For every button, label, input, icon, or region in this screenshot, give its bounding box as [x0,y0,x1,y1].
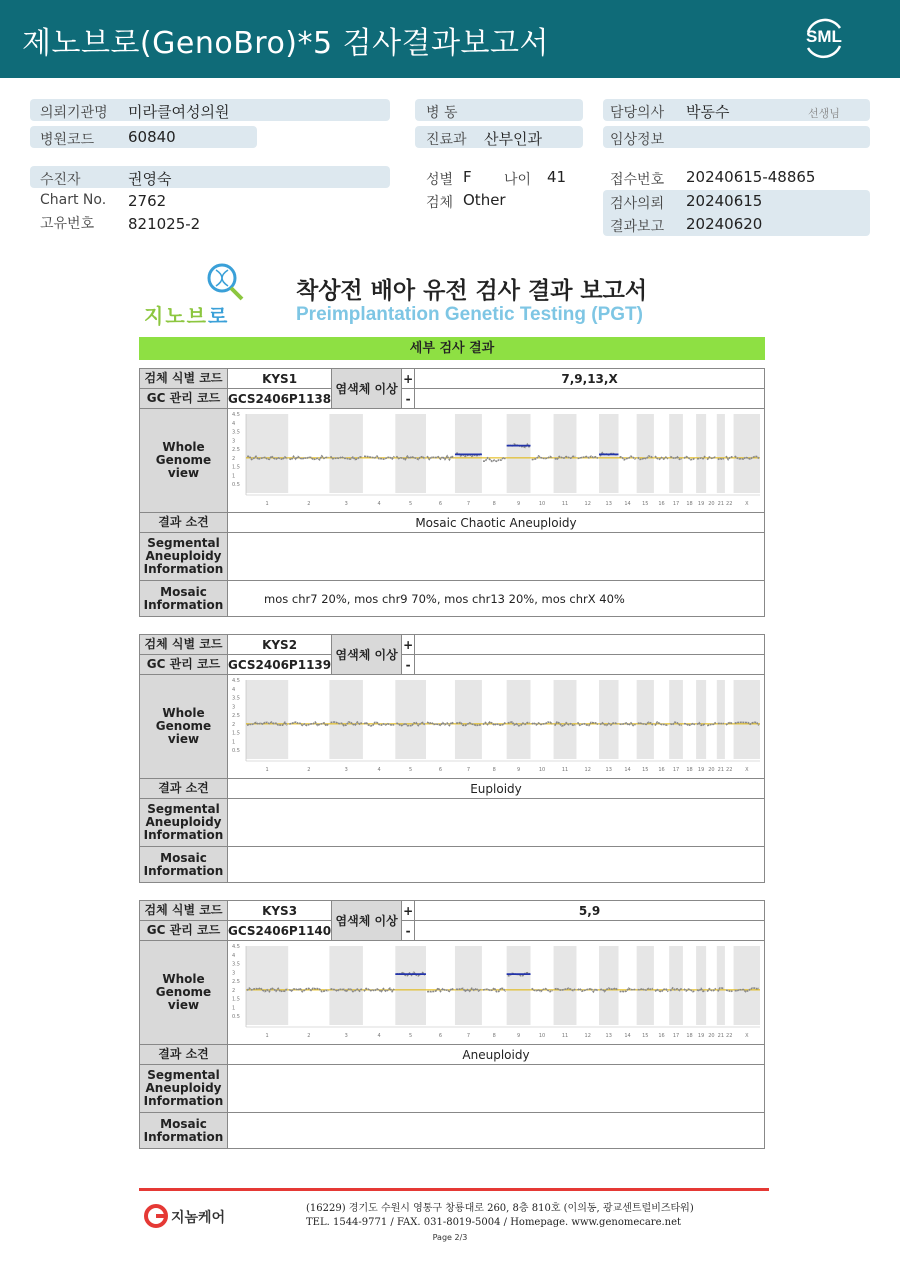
plus-sign: + [402,901,415,921]
gc-code-value: GCS2406P1140 [228,921,332,941]
x-tick-label: 16 [658,767,665,773]
x-tick-label: 7 [466,1033,471,1039]
y-tick-label: 1 [232,739,236,746]
seg-line-2: Aneuploidy [145,815,222,829]
x-tick-label: 5 [409,767,413,773]
y-tick-label: 4 [232,686,236,693]
seg-line-1: Segmental [147,802,220,816]
x-tick-label: 18 [686,501,693,507]
page-number: Page 2/3 [432,1233,468,1242]
chromosome-band [734,946,760,1025]
mos-line-1: Mosaic [160,850,207,865]
segmental-label [140,799,228,847]
segmental-label [140,1065,228,1113]
chromosome-band [455,680,482,759]
chromosome-band [637,414,654,493]
x-tick-label: 16 [658,1033,665,1039]
x-tick-label: 15 [642,501,649,507]
sample-id-label: 검체 식별 코드 [140,901,228,921]
y-tick-label: 4.5 [232,678,240,684]
x-tick-label: 1 [265,1033,269,1039]
x-tick-label: 20 [708,767,715,773]
x-tick-label: 15 [642,1033,649,1039]
x-tick-label: 17 [672,1033,680,1039]
y-tick-label: 4 [232,952,236,959]
whole-genome-chart-cell [228,675,765,779]
x-tick-label: 14 [624,501,631,507]
x-tick-label: 3 [344,767,348,773]
chromosome-band [696,414,706,493]
mosaic-value: mos chr7 20%, mos chr9 70%, mos chr13 20%, mos chrX 40% [228,581,765,617]
mosaic-value [228,847,765,883]
x-tick-label: 1 [265,501,269,507]
y-tick-label: 0.5 [232,1014,240,1021]
sample-id-value: KYS3 [228,901,332,921]
x-tick-label: 10 [538,501,546,507]
whole-genome-view-label [140,409,228,513]
chromosome-band [507,946,531,1025]
hospital-code-value: 60840 [128,128,176,146]
wgv-line-1: Whole [162,706,205,720]
chromosome-band [246,946,288,1025]
y-tick-label: 2 [232,721,236,728]
sample-id-value: KYS2 [228,635,332,655]
chromosome-band [599,946,618,1025]
chromosome-abnormal-label: 염색체 이상 [332,369,402,409]
plus-sign: + [402,635,415,655]
whole-genome-chart [228,409,764,509]
chromosome-band [246,680,288,759]
y-tick-label: 0.5 [232,748,240,755]
age-label: 나이 [504,172,532,188]
y-tick-label: 2.5 [232,713,240,720]
x-tick-label: 17 [672,767,680,773]
ward-label: 병 동 [426,105,458,121]
y-tick-label: 1.5 [232,730,240,737]
y-tick-label: 2.5 [232,447,240,454]
genobro-logo [140,262,270,326]
minus-value [415,389,765,409]
x-tick-label: 2 [307,767,311,773]
test-request-value: 20240615 [686,192,763,210]
chromosome-band [395,680,426,759]
chromosome-band [696,946,706,1025]
x-tick-label: 20 [708,1033,715,1039]
whole-genome-view-label [140,941,228,1045]
mosaic-value [228,1113,765,1149]
wgv-line-3: view [167,998,200,1012]
requesting-institution-value: 미라클여성의원 [128,103,230,121]
chromosome-band [599,680,618,759]
segmental-value [228,1065,765,1113]
y-tick-label: 2.5 [232,979,240,986]
x-tick-label: 20 [708,501,715,507]
unique-id-value: 821025-2 [128,215,201,233]
x-tick-label: 3 [344,1033,348,1039]
x-tick-label: 22 [726,1033,733,1039]
finding-label: 결과 소견 [140,779,228,799]
copy-number-points [483,458,506,462]
chromosome-abnormal-label: 염색체 이상 [332,901,402,941]
doctor-label: 담당의사 [610,105,665,121]
seg-line-3: Information [143,828,224,842]
report-title-ko: 착상전 배아 유전 검사 결과 보고서 [296,278,648,304]
x-tick-label: 11 [561,1033,569,1039]
x-tick-label: 4 [377,1033,381,1039]
specimen-label: 검체 [426,195,454,211]
chromosome-band [717,414,725,493]
wgv-line-2: Genome [155,719,212,733]
sml-logo [800,14,848,62]
finding-value: Euploidy [228,779,765,799]
plus-value [415,635,765,655]
x-tick-label: 21 [717,1033,725,1039]
y-tick-label: 4.5 [232,944,240,950]
y-tick-label: 1.5 [232,464,240,471]
sample-table-3 [139,900,765,1149]
genomecare-logo-text: 지놈케어 [171,1210,226,1226]
x-tick-label: 17 [672,501,680,507]
header-bar [0,0,900,78]
logo-text-ro: 로 [207,304,230,328]
x-tick-label: 11 [561,767,569,773]
mos-line-1: Mosaic [160,1116,207,1131]
seg-line-1: Segmental [147,1068,220,1082]
chromosome-band [554,414,577,493]
test-request-label: 검사의뢰 [610,196,665,212]
x-tick-label: 9 [516,1033,521,1039]
segmental-value [228,799,765,847]
minus-value [415,655,765,675]
unique-id-label: 고유번호 [40,216,95,232]
finding-label: 결과 소견 [140,513,228,533]
finding-label: 결과 소견 [140,1045,228,1065]
chromosome-band [696,680,706,759]
y-tick-label: 3 [232,970,236,977]
whole-genome-chart [228,675,764,775]
minus-sign: - [402,921,415,941]
x-tick-label: 19 [697,1033,705,1039]
x-tick-label: 11 [561,501,569,507]
x-tick-label: 4 [377,501,381,507]
chromosome-band [637,680,654,759]
sample-id-label: 검체 식별 코드 [140,369,228,389]
segmental-label [140,533,228,581]
chromosome-band [734,680,760,759]
y-tick-label: 3.5 [232,429,240,436]
mos-line-1: Mosaic [160,584,207,599]
mos-line-2: Information [143,1129,224,1144]
chromosome-band [329,946,363,1025]
x-tick-label: 18 [686,1033,693,1039]
chromosome-band [554,680,577,759]
specimen-value: Other [463,191,506,209]
x-tick-label: 6 [438,1033,443,1039]
y-tick-label: 4 [232,420,236,427]
x-tick-label: 8 [492,1033,496,1039]
wgv-line-1: Whole [162,440,205,454]
x-tick-label: 9 [516,767,521,773]
department-label: 진료과 [426,132,467,148]
wgv-line-3: view [167,732,200,746]
genomecare-logo [143,1203,243,1231]
gc-code-label: GC 관리 코드 [140,921,228,941]
whole-genome-chart-cell [228,409,765,513]
whole-genome-chart [228,941,764,1041]
minus-sign: - [402,655,415,675]
mosaic-label [140,581,228,617]
x-tick-label: 18 [686,767,693,773]
genomecare-g-icon [143,1203,169,1229]
gc-code-label: GC 관리 코드 [140,389,228,409]
x-tick-label: 13 [605,1033,612,1039]
chromosome-band [669,680,683,759]
chromosome-band [669,414,683,493]
x-tick-label: 3 [344,501,348,507]
y-tick-label: 4.5 [232,412,240,418]
footer-address: (16229) 경기도 수원시 영통구 창룡대로 260, 8층 810호 (이의동, 광교센트럴비즈타워) [306,1203,694,1214]
footer-contact: TEL. 1544-9771 / FAX. 031-8019-5004 / Homepage. www.genomecare.net [306,1217,682,1228]
x-tick-label: X [745,1033,749,1039]
x-tick-label: 4 [377,767,381,773]
y-tick-label: 3.5 [232,961,240,968]
chromosome-band [717,680,725,759]
wgv-line-2: Genome [155,985,212,999]
x-tick-label: 13 [605,501,612,507]
x-tick-label: 7 [466,501,471,507]
plus-sign: + [402,369,415,389]
mos-line-2: Information [143,863,224,878]
segmental-value [228,533,765,581]
sample-table-2 [139,634,765,883]
doctor-value: 박동수 [686,103,730,121]
sml-logo-text: SML [806,27,842,46]
x-tick-label: 14 [624,1033,631,1039]
x-tick-label: 22 [726,767,733,773]
patient-value: 권영숙 [128,170,172,188]
page-title: 제노브로(GenoBro)*5 검사결과보고서 [22,26,549,61]
requesting-institution-label: 의뢰기관명 [40,105,108,121]
section-header: 세부 검사 결과 [139,337,765,360]
x-tick-label: 15 [642,767,649,773]
report-title-en: Preimplantation Genetic Testing (PGT) [296,304,643,325]
whole-genome-view-label [140,675,228,779]
x-tick-label: 16 [658,501,665,507]
x-tick-label: 21 [717,501,725,507]
dna-magnifier-icon [198,262,258,302]
chromosome-band [637,946,654,1025]
gc-code-value: GCS2406P1139 [228,655,332,675]
chromosome-band [246,414,288,493]
x-tick-label: 8 [492,501,496,507]
x-tick-label: 19 [697,501,705,507]
x-tick-label: 2 [307,1033,311,1039]
y-tick-label: 1.5 [232,996,240,1003]
sample-id-label: 검체 식별 코드 [140,635,228,655]
copy-number-points [620,456,636,460]
x-tick-label: 22 [726,501,733,507]
chromosome-band [507,680,531,759]
chromosome-abnormal-label: 염색체 이상 [332,635,402,675]
footer-address-block [306,1202,694,1230]
age-value: 41 [547,168,567,186]
seg-line-3: Information [143,562,224,576]
minus-sign: - [402,389,415,409]
y-tick-label: 3 [232,704,236,711]
footer-divider [139,1188,769,1191]
copy-number-points [718,458,724,459]
gc-code-label: GC 관리 코드 [140,655,228,675]
info-band [30,166,390,188]
sample-id-value: KYS1 [228,369,332,389]
x-tick-label: 12 [584,767,591,773]
wgv-line-3: view [167,466,200,480]
sex-value: F [463,168,472,186]
x-tick-label: 9 [516,501,521,507]
chromosome-band [734,414,760,493]
x-tick-label: 7 [466,767,471,773]
y-tick-label: 3 [232,438,236,445]
x-tick-label: 5 [409,501,413,507]
x-tick-label: 8 [492,767,496,773]
chromosome-band [669,946,683,1025]
mosaic-label [140,847,228,883]
x-tick-label: 14 [624,767,631,773]
chart-no-value: 2762 [128,192,167,210]
receipt-label: 접수번호 [610,172,665,188]
x-tick-label: 12 [584,1033,591,1039]
chromosome-band [554,946,577,1025]
x-tick-label: 1 [265,767,269,773]
mos-line-2: Information [143,597,224,612]
chart-no-label: Chart No. [40,192,107,208]
plus-value: 5,9 [415,901,765,921]
y-tick-label: 2 [232,987,236,994]
x-tick-label: 21 [717,767,725,773]
chromosome-band [455,946,482,1025]
seg-line-2: Aneuploidy [145,1081,222,1095]
result-report-label: 결과보고 [610,219,665,235]
genobro-logo-text [144,300,229,329]
whole-genome-chart-cell [228,941,765,1045]
patient-label: 수진자 [40,172,81,188]
x-tick-label: 6 [438,767,443,773]
y-tick-label: 1 [232,473,236,480]
minus-value [415,921,765,941]
wgv-line-1: Whole [162,972,205,986]
y-tick-label: 3.5 [232,695,240,702]
y-tick-label: 1 [232,1005,236,1012]
x-tick-label: X [745,501,749,507]
x-tick-label: 2 [307,501,311,507]
clinical-info-label: 임상정보 [610,132,665,148]
x-tick-label: 6 [438,501,443,507]
plus-value: 7,9,13,X [415,369,765,389]
seg-line-2: Aneuploidy [145,549,222,563]
x-tick-label: 13 [605,767,612,773]
chromosome-band [329,414,363,493]
gc-code-value: GCS2406P1138 [228,389,332,409]
finding-value: Mosaic Chaotic Aneuploidy [228,513,765,533]
sample-table-1 [139,368,765,617]
x-tick-label: 10 [538,767,546,773]
hospital-code-label: 병원코드 [40,132,95,148]
chromosome-band [329,680,363,759]
x-tick-label: 5 [409,1033,413,1039]
y-tick-label: 0.5 [232,482,240,489]
finding-value: Aneuploidy [228,1045,765,1065]
x-tick-label: 19 [697,767,705,773]
y-tick-label: 2 [232,455,236,462]
result-report-value: 20240620 [686,215,763,233]
chromosome-band [395,414,426,493]
logo-text-main: 지노브 [144,304,208,328]
sex-label: 성별 [426,172,454,188]
x-tick-label: 12 [584,501,591,507]
chromosome-band [395,946,426,1025]
department-value: 산부인과 [484,130,542,148]
copy-number-points [578,989,598,992]
seg-line-3: Information [143,1094,224,1108]
mosaic-label [140,1113,228,1149]
receipt-value: 20240615-48865 [686,168,816,186]
wgv-line-2: Genome [155,453,212,467]
doctor-suffix: 선생님 [808,107,840,120]
chromosome-band [507,414,531,493]
x-tick-label: X [745,767,749,773]
seg-line-1: Segmental [147,536,220,550]
chromosome-band [717,946,725,1025]
x-tick-label: 10 [538,1033,546,1039]
